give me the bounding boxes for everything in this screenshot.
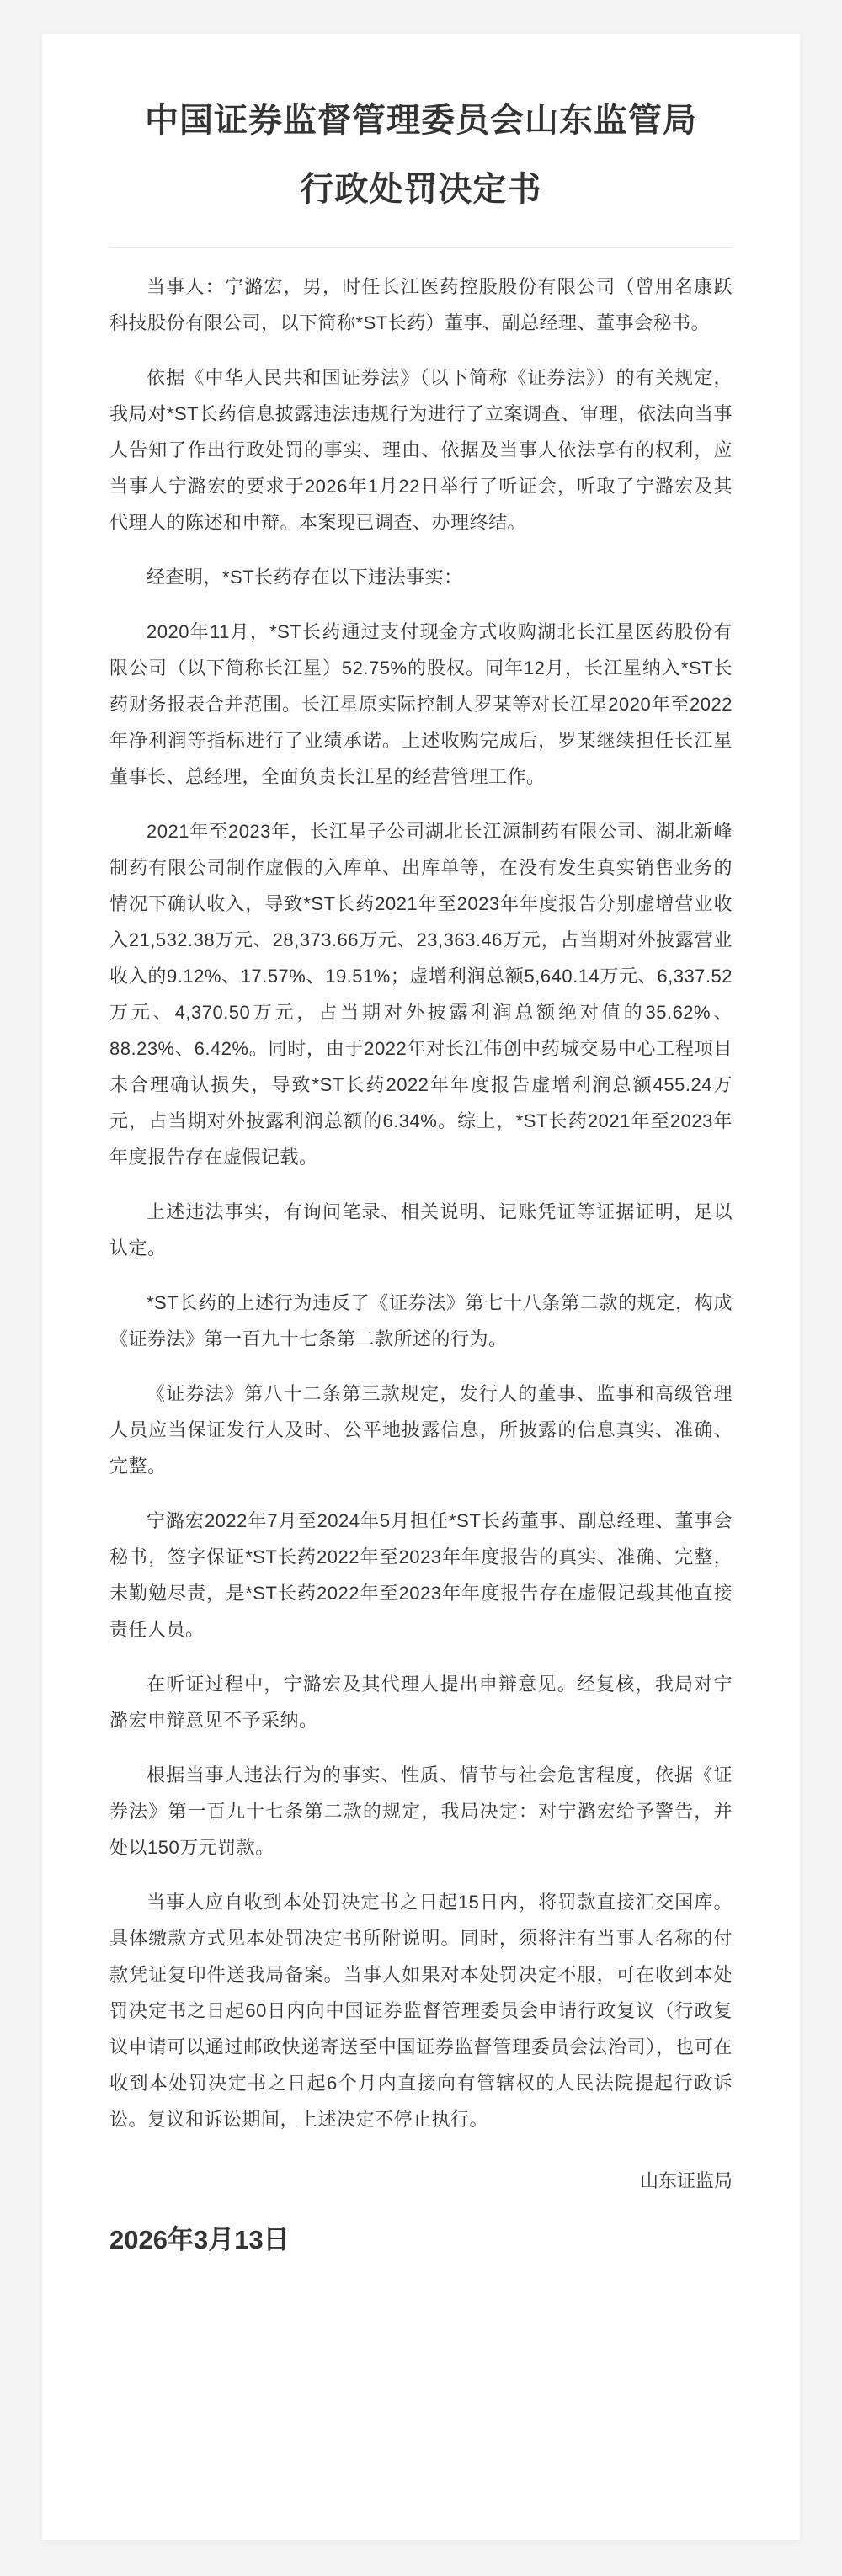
- paragraph-responsibility: 宁潞宏2022年7月至2024年5月担任*ST长药董事、副总经理、董事会秘书，签字保证*ST长药2022年至2023年年度报告的真实、准确、完整，未勤勉尽责，是*ST长药2022年至2023年年度报告存在虚假记载其他直接责任人员。: [109, 1510, 733, 1640]
- document-date: 2026年3月13日: [109, 2225, 290, 2254]
- paragraph-penalty-decision: 根据当事人违法行为的事实、性质、情节与社会危害程度，依据《证券法》第一百九十七条第二款的规定，我局决定：对宁潞宏给予警告，并处以150万元罚款。: [109, 1764, 733, 1858]
- title-divider: [109, 247, 733, 248]
- paragraph-parties: 当事人：宁潞宏，男，时任长江医药控股股份有限公司（曾用名康跃科技股份有限公司，以下简称*ST长药）董事、副总经理、董事会秘书。: [109, 276, 733, 333]
- document-title: [109, 86, 733, 224]
- paragraph-hearing-defense: 在听证过程中，宁潞宏及其代理人提出申辩意见。经复核，我局对宁潞宏申辩意见不予采纳。: [109, 1674, 733, 1731]
- issuing-authority-signature: 山东证监局: [639, 2170, 733, 2191]
- paragraph-payment-appeal: 当事人应自收到本处罚决定书之日起15日内，将罚款直接汇交国库。具体缴款方式见本处罚决定书所附说明。同时，须将注有当事人名称的付款凭证复印件送我局备案。当事人如果对本处罚决定不服，可在收到本处罚决定书之日起60日内向中国证券监督管理委员会申请行政复议（行政复议申请可以通过邮政快递寄送至中国证券监督管理委员会法治司），也可在收到本处罚决定书之日起6个月内直接向有管辖权的人民法院提起行政诉讼。复议和诉讼期间，上述决定不停止执行。: [109, 1892, 733, 2130]
- document-body: [109, 269, 733, 2137]
- document-title-line2: 行政处罚决定书: [300, 171, 542, 208]
- document-title-line1: 中国证券监督管理委员会山东监管局: [145, 102, 697, 139]
- paragraph-fraud-details: 2021年至2023年，长江星子公司湖北长江源制药有限公司、湖北新峰制药有限公司制作虚假的入库单、出库单等，在没有发生真实销售业务的情况下确认收入，导致*ST长药2021年至2023年年度报告分别虚增营业收入21,532.38万元、28,373.66万元、23,363.46万元，占当期对外披露营业收入的9.12%、17.57%、19.51%；虚增利润总额5,640.14万元、6,337.52万元、4,370.50万元，占当期对外披露利润总额绝对值的35.62%、88.23%、6.42%。同时，由于2022年对长江伟创中药城交易中心工程项目未合理确认损失，导致*ST长药2022年年度报告虚增利润总额455.24万元，占当期对外披露利润总额的6.34%。综上，*ST长药2021年至2023年年度报告存在虚假记载。: [109, 821, 733, 1168]
- paragraph-evidence: 上述违法事实，有询问笔录、相关说明、记账凭证等证据证明，足以认定。: [109, 1201, 733, 1259]
- paragraph-findings-intro: 经查明，*ST长药存在以下违法事实：: [147, 567, 463, 588]
- paragraph-acquisition-facts: 2020年11月，*ST长药通过支付现金方式收购湖北长江星医药股份有限公司（以下简称长江星）52.75%的股权。同年12月，长江星纳入*ST长药财务报表合并范围。长江星原实际控制人罗某等对长江星2020年至2022年净利润等指标进行了业绩承诺。上述收购完成后，罗某继续担任长江星董事长、总经理，全面负责长江星的经营管理工作。: [109, 621, 733, 787]
- paragraph-legal-basis: 依据《中华人民共和国证券法》（以下简称《证券法》）的有关规定，我局对*ST长药信息披露违法违规行为进行了立案调查、审理，依法向当事人告知了作出行政处罚的事实、理由、依据及当事人依法享有的权利，应当事人宁潞宏的要求于2026年1月22日举行了听证会，听取了宁潞宏及其代理人的陈述和申辩。本案现已调查、办理终结。: [109, 367, 733, 533]
- penalty-decision-document: [42, 34, 800, 2540]
- paragraph-law-article-82: 《证券法》第八十二条第三款规定，发行人的董事、监事和高级管理人员应当保证发行人及时、公平地披露信息，所披露的信息真实、准确、完整。: [109, 1383, 733, 1477]
- paragraph-violation-articles: *ST长药的上述行为违反了《证券法》第七十八条第二款的规定，构成《证券法》第一百九十七条第二款所述的行为。: [109, 1292, 733, 1349]
